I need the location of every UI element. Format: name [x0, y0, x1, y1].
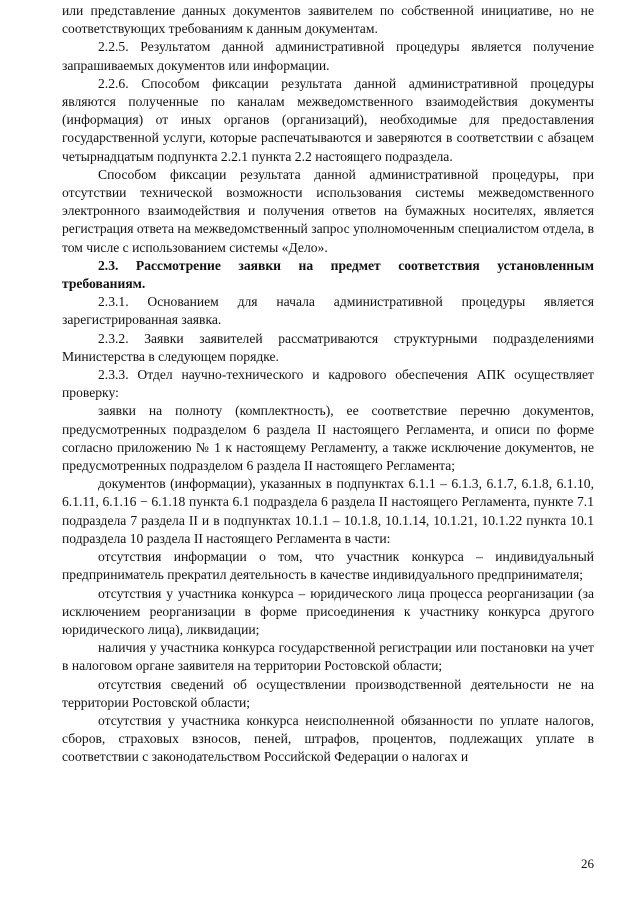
paragraph-2-3-1: 2.3.1. Основанием для начала административной процедуры является зарегистрированная заявка.: [62, 294, 594, 328]
paragraph-fixation-method: Способом фиксации результата данной административной процедуры, при отсутствии технической возможности использования системы межведомственного электронного взаимодействия и получения ответов на бумажных носителях, является регистрация ответа на межведомственный запрос уполномоченным специалистом отдела, в том числе с использованием системы «Дело».: [62, 166, 594, 255]
page-number: 26: [581, 856, 594, 871]
paragraph-entrepreneur-check: отсутствия информации о том, что участник конкурса – индивидуальный предприниматель прекратил деятельность в качестве индивидуального предпринимателя;: [62, 549, 594, 583]
document-body: [62, 2, 594, 767]
paragraph-reorganization-check: отсутствия у участника конкурса – юридического лица процесса реорганизации (за исключением реорганизации в форме присоединения к участнику конкурса другого юридического лица), ликвидации;: [62, 585, 594, 637]
paragraph-production-check: отсутствия сведений об осуществлении производственной деятельности не на территории Ростовской области;: [62, 676, 594, 710]
paragraph-continuation: или представление данных документов заявителем по собственной инициативе, но не соответствующих требованиям к данным документам.: [62, 3, 594, 37]
paragraph-2-3-3: 2.3.3. Отдел научно-технического и кадрового обеспечения АПК осуществляет проверку:: [62, 367, 594, 401]
paragraph-tax-check: отсутствия у участника конкурса неисполненной обязанности по уплате налогов, сборов, страховых взносов, пеней, штрафов, процентов, подлежащих уплате в соответствии с законодательством Российской Федерации о налогах и: [62, 712, 594, 765]
paragraph-2-3-2: 2.3.2. Заявки заявителей рассматриваются структурными подразделениями Министерства в следующем порядке.: [62, 330, 594, 364]
paragraph-2-2-6: 2.2.6. Способом фиксации результата данной административной процедуры являются полученные по каналам межведомственного взаимодействия документы (информация) от иных органов (организаций), необходимые для предоставления государственной услуги, которые распечатываются и заверяются в соответствии с абзацем четырнадцатым подпункта 2.2.1 пункта 2.2 настоящего подраздела.: [62, 75, 594, 164]
section-heading-2-3: 2.3. Рассмотрение заявки на предмет соответствия установленным требованиям.: [62, 257, 594, 292]
paragraph-completeness-check: заявки на полноту (комплектность), ее соответствие перечню документов, предусмотренных подразделом 6 раздела II настоящего Регламента, и описи по форме согласно приложению № 1 к настоящему Регламенту, а также исключение документов, не предусмотренных подразделом 6 раздела II настоящего Регламента;: [62, 403, 594, 474]
paragraph-registration-check: наличия у участника конкурса государственной регистрации или постановки на учет в налоговом органе заявителя на территории Ростовской области;: [62, 640, 594, 674]
paragraph-2-2-5: 2.2.5. Результатом данной административной процедуры является получение запрашиваемых документов или информации.: [62, 39, 594, 73]
paragraph-documents-check: документов (информации), указанных в подпунктах 6.1.1 – 6.1.3, 6.1.7, 6.1.8, 6.1.10, 6.1.11, 6.1.16 − 6.1.18 пункта 6.1 подраздела 6 раздела II настоящего Регламента, пункте 7.1 подраздела 7 раздела II и в подпунктах 10.1.1 – 10.1.8, 10.1.14, 10.1.21, 10.1.22 пункта 10.1 подраздела 10 раздела II настоящего Регламента в части:: [62, 476, 594, 546]
